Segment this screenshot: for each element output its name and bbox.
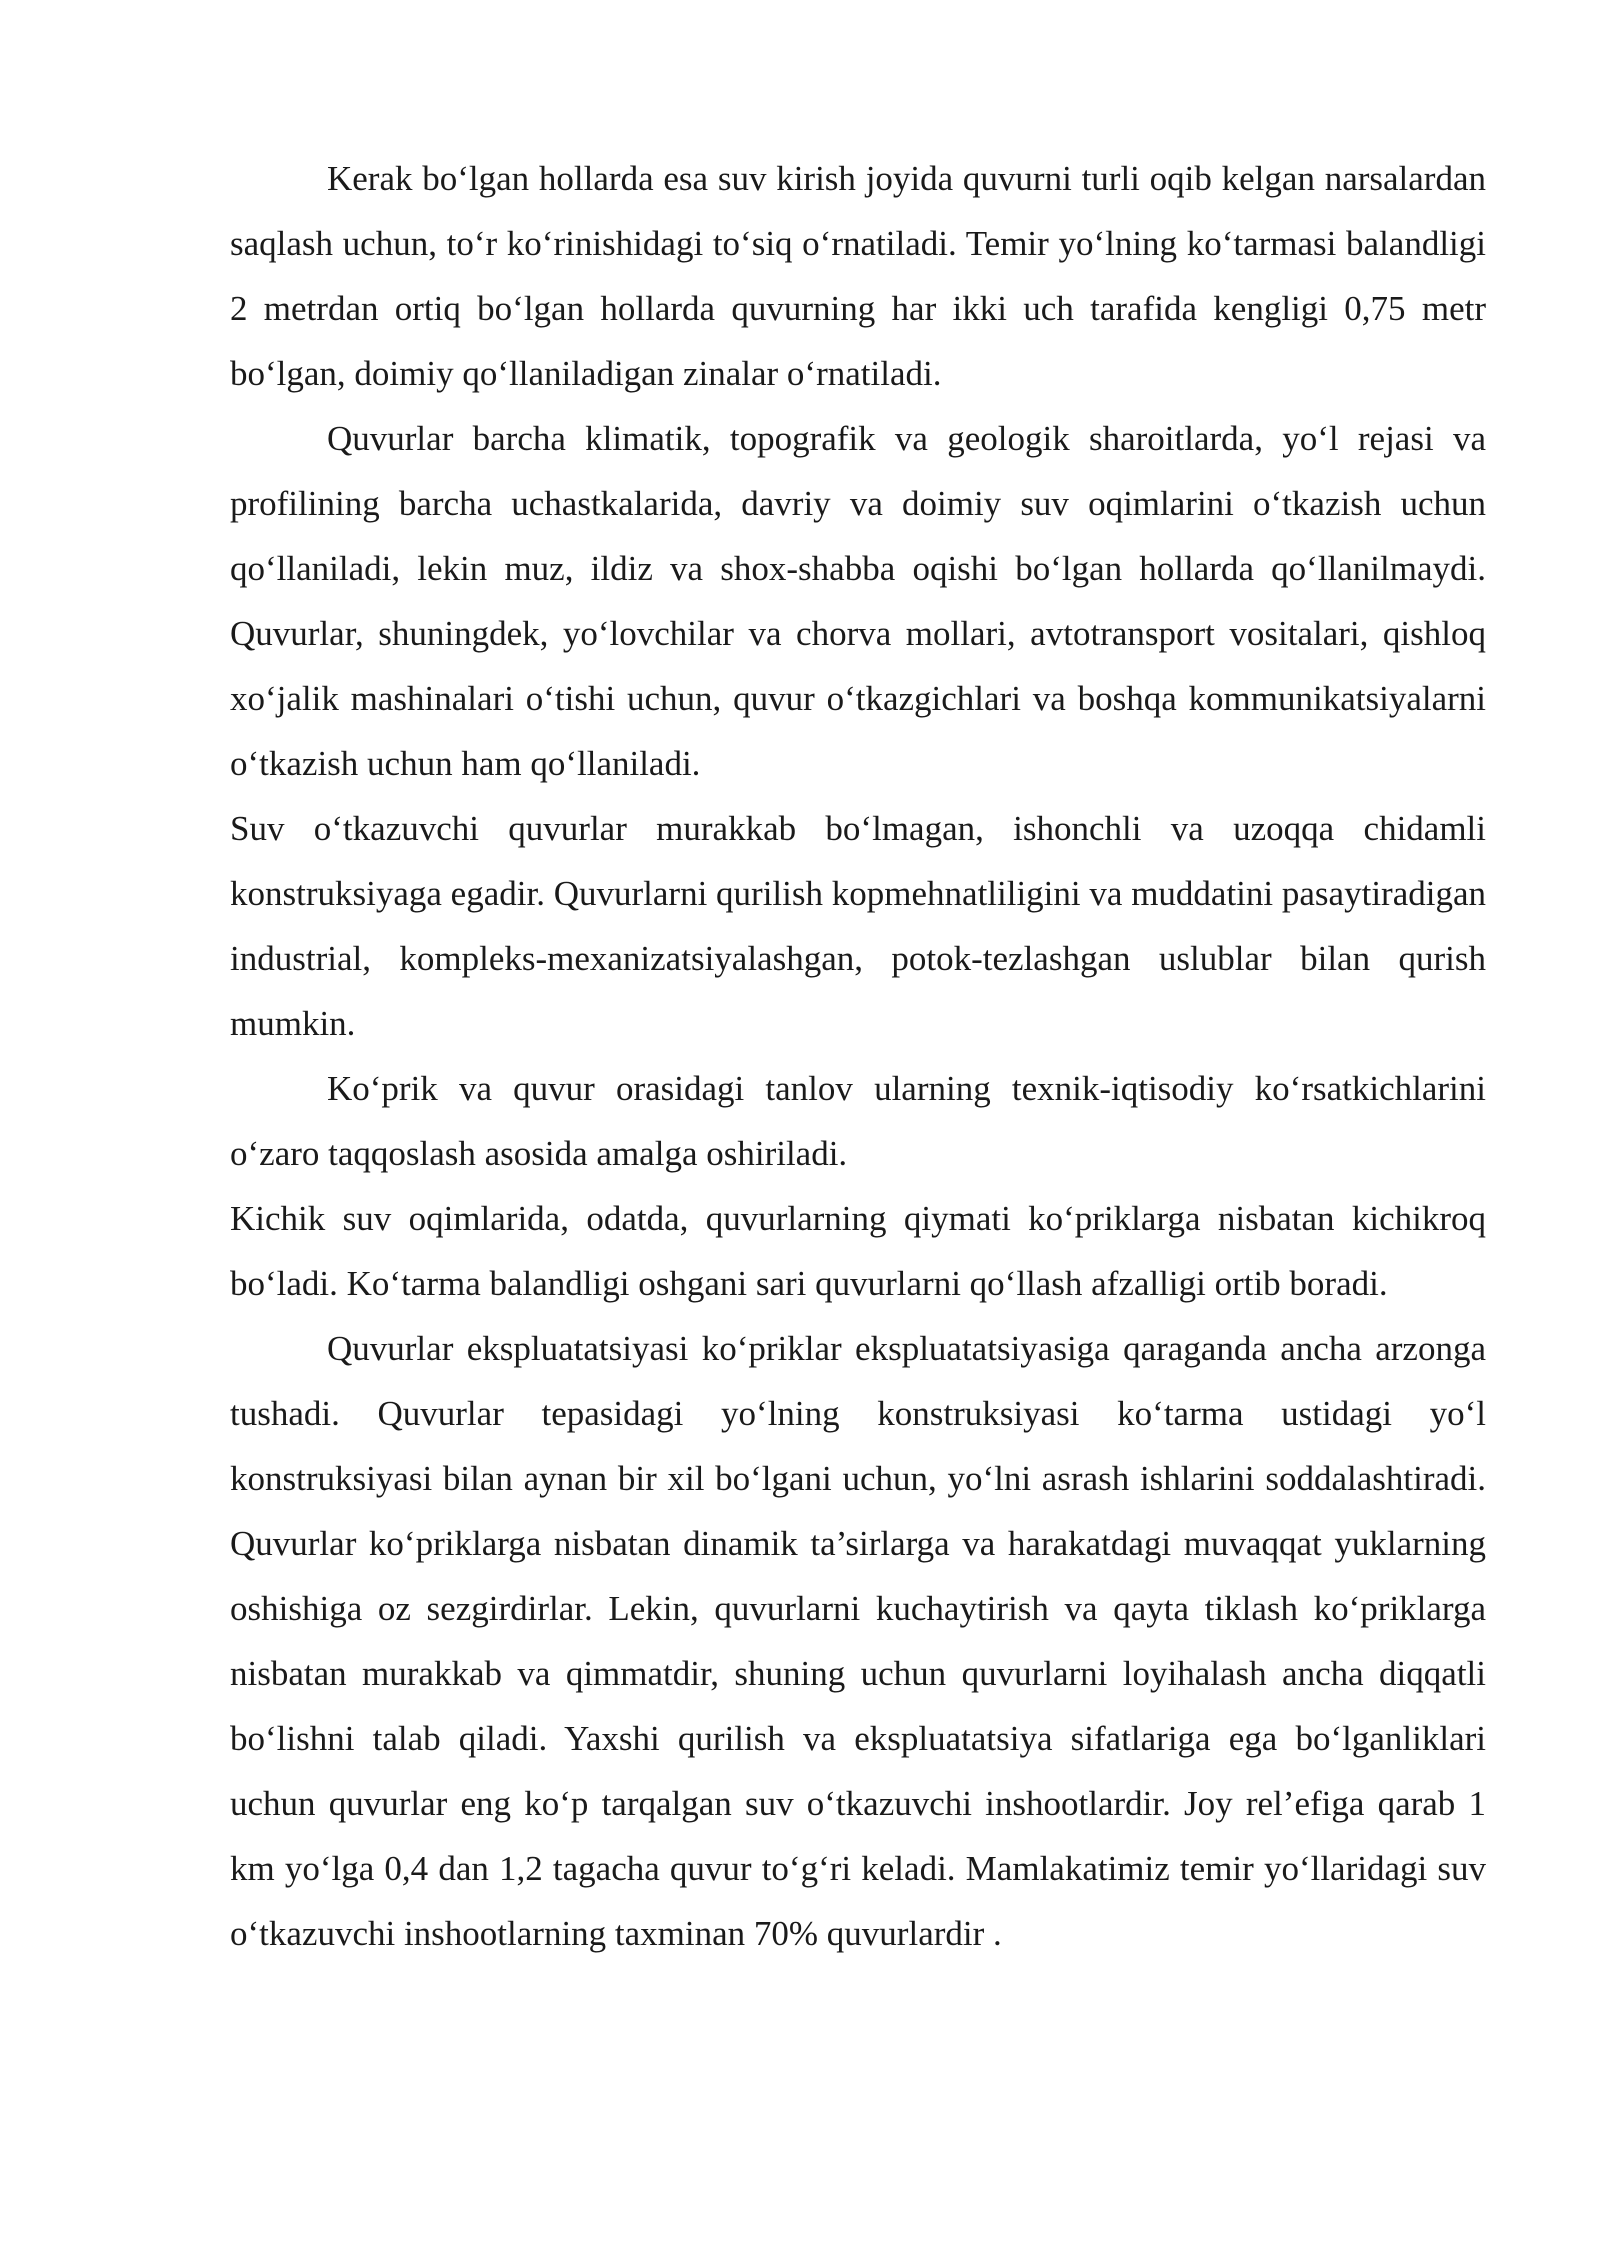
paragraph-2: Quvurlar barcha klimatik, topografik va geologik sharoitlarda, yo‘l rejasi va profilining barcha uchastkalarida, davriy va doimiy suv oqimlarini o‘tkazish uchun qo‘llaniladi, lekin muz, ildiz va shox-shabba oqishi bo‘lgan hollarda qo‘llanilmaydi. Quvurlar, shuningdek, yo‘lovchilar va chorva mollari, avtotransport vositalari, qishloq xo‘jalik mashinalari o‘tishi uchun, quvur o‘tkazgichlari va boshqa kommunikatsiyalarni o‘tkazish uchun ham qo‘llaniladi. — [230, 419, 1486, 783]
paragraph-3: Suv o‘tkazuvchi quvurlar murakkab bo‘lmagan, ishonchli va uzoqqa chidamli konstruksiyaga egadir. Quvurlarni qurilish kopmehnatliligini va muddatini pasaytiradigan industrial, kompleks-mexanizatsiyalashgan, potok-tezlashgan uslublar bilan qurish mumkin. — [230, 809, 1486, 1043]
document-page — [230, 146, 1486, 1966]
paragraph-6: Quvurlar ekspluatatsiyasi ko‘priklar ekspluatatsiyasiga qaraganda ancha arzonga tushadi. Quvurlar tepasidagi yo‘lning konstruksiyasi ko‘tarma ustidagi yo‘l konstruksiyasi bilan aynan bir xil bo‘lgani uchun, yo‘lni asrash ishlarini soddalashtiradi. Quvurlar ko‘priklarga nisbatan dinamik ta’sirlarga va harakatdagi muvaqqat yuklarning oshishiga oz sezgirdirlar. Lekin, quvurlarni kuchaytirish va qayta tiklash ko‘priklarga nisbatan murakkab va qimmatdir, shuning uchun quvurlarni loyihalash ancha diqqatli bo‘lishni talab qiladi. Yaxshi qurilish va ekspluatatsiya sifatlariga ega bo‘lganliklari uchun quvurlar eng ko‘p tarqalgan suv o‘tkazuvchi inshootlardir. Joy rel’efiga qarab 1 km yo‘lga 0,4 dan 1,2 tagacha quvur to‘g‘ri keladi. Mamlakatimiz temir yo‘llaridagi suv o‘tkazuvchi inshootlarning taxminan 70% quvurlardir . — [230, 1329, 1486, 1953]
paragraph-5: Kichik suv oqimlarida, odatda, quvurlarning qiymati ko‘priklarga nisbatan kichikroq bo‘ladi. Ko‘tarma balandligi oshgani sari quvurlarni qo‘llash afzalligi ortib boradi. — [230, 1199, 1486, 1303]
paragraph-4: Ko‘prik va quvur orasidagi tanlov ularning texnik-iqtisodiy ko‘rsatkichlarini o‘zaro taqqoslash asosida amalga oshiriladi. — [230, 1069, 1486, 1173]
paragraph-1: Kerak bo‘lgan hollarda esa suv kirish joyida quvurni turli oqib kelgan narsalardan saqlash uchun, to‘r ko‘rinishidagi to‘siq o‘rnatiladi. Temir yo‘lning ko‘tarmasi balandligi 2 metrdan ortiq bo‘lgan hollarda quvurning har ikki uch tarafida kengligi 0,75 metr bo‘lgan, doimiy qo‘llaniladigan zinalar o‘rnatiladi. — [230, 159, 1486, 393]
